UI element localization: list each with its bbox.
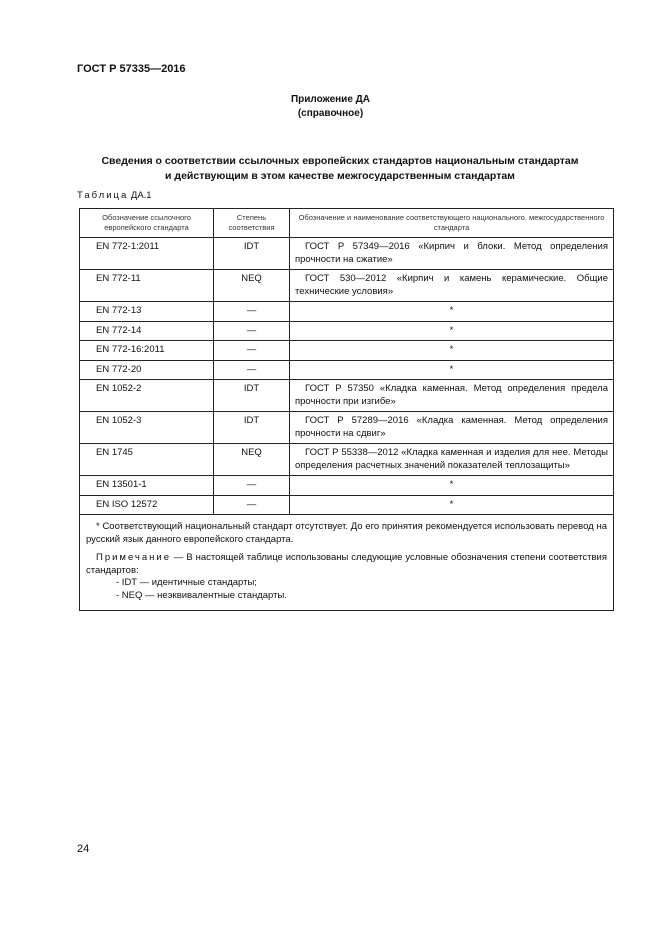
national-standard-cell: * — [290, 302, 614, 322]
table-row — [80, 380, 614, 412]
table-row — [80, 444, 614, 476]
degree-cell: — — [214, 302, 290, 322]
section-heading-line-2: и действующим в этом качестве межгосударственным стандартам — [165, 170, 515, 182]
degree-cell: IDT — [214, 380, 290, 412]
table-row — [80, 341, 614, 361]
national-standard-cell: ГОСТ Р 55338—2012 «Кладка каменная и изделия для нее. Методы определения расчетных значений показателей теплозащиты» — [290, 444, 614, 476]
reference-cell: EN 1745 — [80, 444, 214, 476]
column-header-reference: Обозначение ссылочного европейского стандарта — [80, 209, 214, 238]
national-standard-cell: * — [290, 360, 614, 380]
national-standard-cell: * — [290, 476, 614, 496]
reference-cell: EN 1052-2 — [80, 380, 214, 412]
table-footnote-row — [80, 515, 614, 611]
national-standard-cell: ГОСТ 530—2012 «Кирпич и камень керамические. Общие технические условия» — [290, 270, 614, 302]
table-row — [80, 360, 614, 380]
reference-cell: EN 772-20 — [80, 360, 214, 380]
reference-cell: EN ISO 12572 — [80, 495, 214, 515]
degree-cell: — — [214, 495, 290, 515]
note-item-neq: - NEQ — неэквивалентные стандарты. — [116, 589, 287, 601]
degree-cell: — — [214, 360, 290, 380]
degree-cell: IDT — [214, 238, 290, 270]
annex-heading — [0, 93, 661, 121]
degree-cell: — — [214, 476, 290, 496]
degree-cell: — — [214, 341, 290, 361]
reference-cell: EN 13501-1 — [80, 476, 214, 496]
section-heading-line-1: Сведения о соответствии ссылочных европейских стандартов национальным стандартам — [101, 155, 579, 167]
reference-cell: EN 772-1:2011 — [80, 238, 214, 270]
table-header-row — [80, 209, 614, 238]
table-row — [80, 476, 614, 496]
column-header-national: Обозначение и наименование соответствующего национального. межгосударственного стандарта — [290, 209, 614, 238]
national-standard-cell: ГОСТ Р 57349—2016 «Кирпич и блоки. Метод определения прочности на сжатие» — [290, 238, 614, 270]
national-standard-cell: ГОСТ Р 57350 «Кладка каменная. Метод определения предела прочности при изгибе» — [290, 380, 614, 412]
table-row — [80, 412, 614, 444]
table-row — [80, 495, 614, 515]
degree-cell: NEQ — [214, 270, 290, 302]
degree-cell: NEQ — [214, 444, 290, 476]
degree-cell: IDT — [214, 412, 290, 444]
annex-subtitle: (справочное) — [297, 108, 364, 119]
page-number: 24 — [77, 843, 90, 855]
reference-cell: EN 772-16:2011 — [80, 341, 214, 361]
table-row — [80, 270, 614, 302]
table-caption — [77, 190, 152, 201]
table-note — [86, 552, 607, 577]
note-text: — В настоящей таблице использованы следующие условные обозначения степени соответствия стандартов: — [86, 552, 607, 576]
table-caption-number: ДА.1 — [130, 190, 152, 201]
table-row — [80, 302, 614, 322]
degree-cell: — — [214, 321, 290, 341]
reference-cell: EN 772-11 — [80, 270, 214, 302]
national-standard-cell: * — [290, 341, 614, 361]
standards-correspondence-table — [79, 208, 614, 611]
national-standard-cell: ГОСТ Р 57289—2016 «Кладка каменная. Метод определения прочности на сдвиг» — [290, 412, 614, 444]
annex-title: Приложение ДА — [290, 94, 371, 105]
section-heading — [60, 154, 620, 184]
document-code: ГОСТ Р 57335—2016 — [77, 63, 186, 75]
national-standard-cell: * — [290, 321, 614, 341]
table-row — [80, 238, 614, 270]
table-row — [80, 321, 614, 341]
table-caption-word: Таблица — [77, 190, 129, 201]
reference-cell: EN 772-13 — [80, 302, 214, 322]
reference-cell: EN 1052-3 — [80, 412, 214, 444]
reference-cell: EN 772-14 — [80, 321, 214, 341]
note-label: Примечание — [96, 552, 171, 563]
column-header-degree: Степень соответствия — [214, 209, 290, 238]
table-footnote-cell — [80, 515, 614, 611]
national-standard-cell: * — [290, 495, 614, 515]
note-item-idt: - IDT — идентичные стандарты; — [116, 577, 257, 588]
footnote-text: * Соответствующий национальный стандарт отсутствует. До его принятия рекомендуется использовать перевод на русский язык данного европейского стандарта. — [86, 521, 607, 545]
